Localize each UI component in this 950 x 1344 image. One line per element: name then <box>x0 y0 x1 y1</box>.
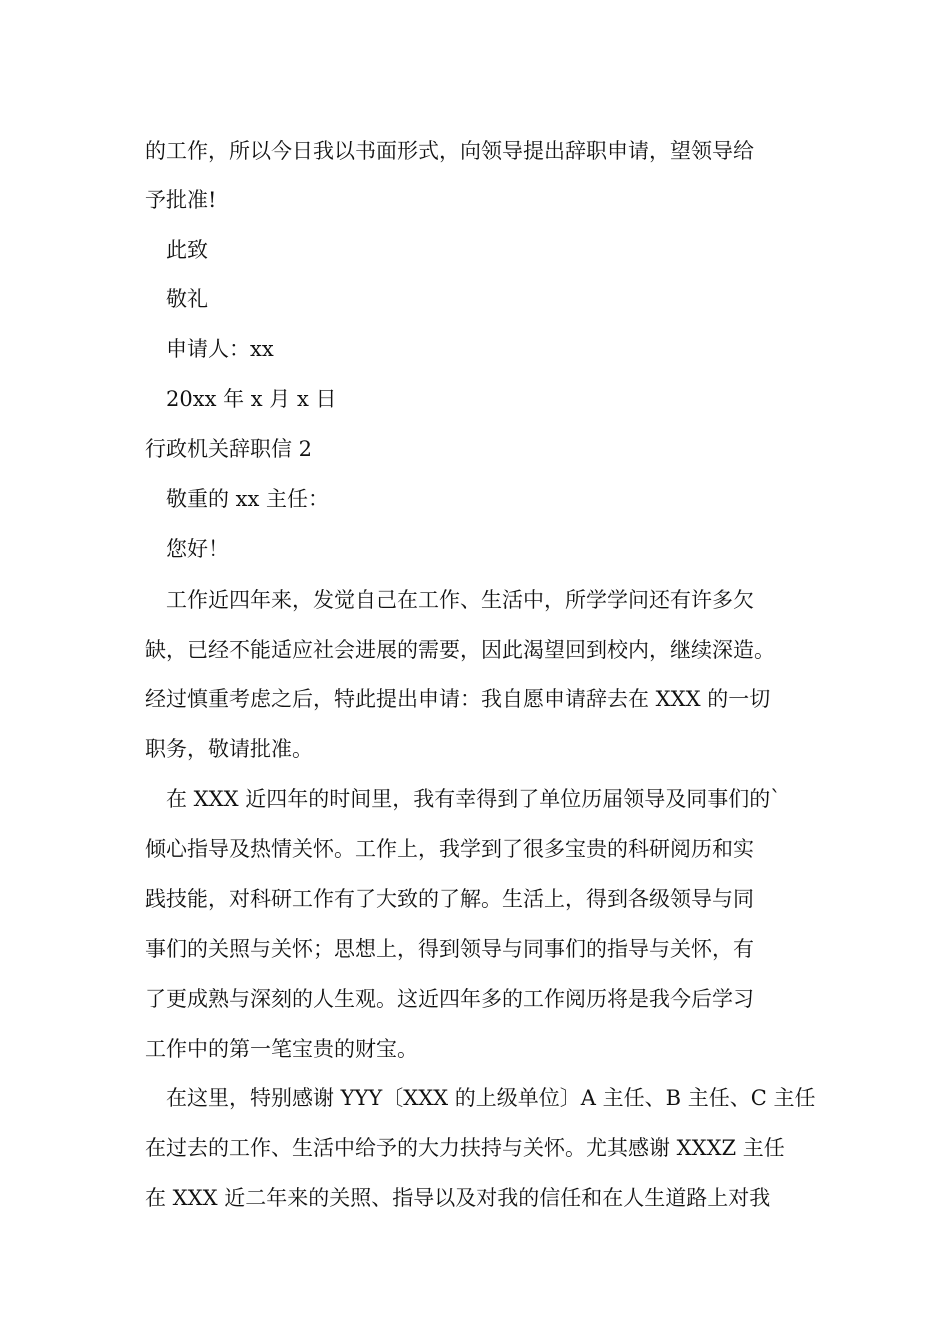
closing-line: 敬礼 <box>145 287 208 311</box>
text-line: 缺，已经不能适应社会进展的需要，因此渴望回到校内，继续深造。 <box>145 638 775 662</box>
greeting-line: 您好！ <box>145 537 229 561</box>
text-line: 了更成熟与深刻的人生观。这近四年多的工作阅历将是我今后学习 <box>145 987 754 1011</box>
text-line: 经过慎重考虑之后，特此提出申请：我自愿申请辞去在 XXX 的一切 <box>145 687 771 711</box>
closing-line: 此致 <box>145 238 208 262</box>
text-line: 职务，敬请批准。 <box>145 737 313 761</box>
text-line: 在 XXX 近四年的时间里，我有幸得到了单位历届领导及同事们的` <box>145 787 781 811</box>
applicant-line: 申请人：xx <box>145 337 274 361</box>
text-line: 在 XXX 近二年来的关照、指导以及对我的信任和在人生道路上对我 <box>145 1186 771 1210</box>
text-line: 事们的关照与关怀；思想上，得到领导与同事们的指导与关怀，有 <box>145 937 754 961</box>
salutation-line: 敬重的 xx 主任： <box>145 487 330 511</box>
date-line: 20xx 年 x 月 x 日 <box>145 387 337 411</box>
text-line: 予批准! <box>145 188 217 212</box>
text-line: 在这里，特别感谢 YYY〔XXX 的上级单位〕A 主任、B 主任、C 主任 <box>145 1086 816 1110</box>
text-line: 践技能，对科研工作有了大致的了解。生活上，得到各级领导与同 <box>145 887 754 911</box>
text-line: 工作近四年来，发觉自己在工作、生活中，所学学问还有许多欠 <box>145 588 754 612</box>
text-line: 在过去的工作、生活中给予的大力扶持与关怀。尤其感谢 XXXZ 主任 <box>145 1136 785 1160</box>
text-line: 倾心指导及热情关怀。工作上，我学到了很多宝贵的科研阅历和实 <box>145 837 754 861</box>
section-title: 行政机关辞职信 2 <box>145 437 313 461</box>
text-line: 的工作，所以今日我以书面形式，向领导提出辞职申请，望领导给 <box>145 139 754 163</box>
text-line: 工作中的第一笔宝贵的财宝。 <box>145 1037 418 1061</box>
